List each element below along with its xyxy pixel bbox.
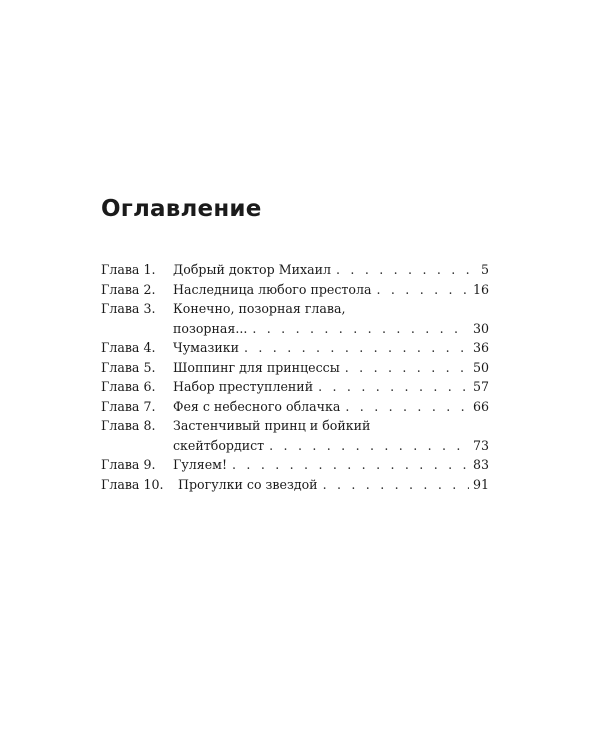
chapter-title: Добрый доктор Михаил <box>173 262 331 277</box>
toc-line <box>101 397 489 417</box>
chapter-title: Набор преступлений <box>173 379 314 394</box>
toc-entry-3 <box>101 299 489 338</box>
chapter-number: Глава 1. <box>101 262 156 277</box>
chapter-title: Застенчивый принц и бойкий <box>173 418 371 433</box>
dot-leader <box>323 475 469 495</box>
toc-line <box>101 377 489 397</box>
page-number: 5 <box>480 262 489 277</box>
toc-line <box>101 338 489 358</box>
dot-leader <box>336 260 471 280</box>
chapter-number: Глава 5. <box>101 359 156 375</box>
page-number: 30 <box>472 320 489 336</box>
chapter-title: Чумазики <box>173 340 239 355</box>
page-number: 91 <box>472 476 489 492</box>
chapter-number: Глава 9. <box>101 457 156 472</box>
chapter-number: Глава 3. <box>101 301 156 316</box>
chapter-number: Глава 4. <box>101 340 156 355</box>
toc-heading: Оглавление <box>101 196 262 222</box>
toc-line <box>101 475 489 495</box>
page-number: 73 <box>472 437 489 453</box>
toc-line <box>101 358 489 378</box>
chapter-number: Глава 10. <box>101 476 164 492</box>
toc-entry-2 <box>101 280 489 300</box>
toc-entry-10 <box>101 475 489 495</box>
chapter-number: Глава 8. <box>101 418 156 433</box>
page-number: 57 <box>472 379 489 394</box>
dot-leader <box>345 397 469 417</box>
table-of-contents <box>101 260 489 494</box>
toc-entry-5 <box>101 358 489 378</box>
page-number: 83 <box>472 457 489 472</box>
toc-line <box>101 455 489 475</box>
toc-line <box>101 260 489 280</box>
toc-line-continued <box>101 319 489 339</box>
dot-leader <box>376 280 468 300</box>
toc-line <box>101 299 489 319</box>
toc-entry-8 <box>101 416 489 455</box>
dot-leader <box>269 436 469 456</box>
toc-entry-4 <box>101 338 489 358</box>
dot-leader <box>345 358 469 378</box>
dot-leader <box>244 338 469 358</box>
dot-leader <box>252 319 469 339</box>
chapter-title: Наследница любого престола <box>173 281 372 297</box>
toc-line-continued <box>101 436 489 456</box>
chapter-title: Конечно, позорная глава, <box>173 301 346 316</box>
chapter-title-continued: скейтбордист <box>173 437 265 453</box>
dot-leader <box>318 377 469 397</box>
page-number: 66 <box>472 398 489 414</box>
chapter-title: Гуляем! <box>173 457 228 472</box>
toc-entry-7 <box>101 397 489 417</box>
toc-entry-9 <box>101 455 489 475</box>
chapter-title: Фея с небесного облачка <box>173 398 341 414</box>
page-number: 16 <box>472 281 489 297</box>
page-number: 50 <box>472 359 489 375</box>
chapter-number: Глава 7. <box>101 398 156 414</box>
toc-entry-1 <box>101 260 489 280</box>
page-number: 36 <box>472 340 489 355</box>
chapter-title: Шоппинг для принцессы <box>173 359 340 375</box>
chapter-number: Глава 6. <box>101 379 156 394</box>
chapter-title-continued: позорная... <box>173 320 248 336</box>
toc-entry-6 <box>101 377 489 397</box>
toc-line <box>101 280 489 300</box>
chapter-number: Глава 2. <box>101 281 156 297</box>
toc-line <box>101 416 489 436</box>
chapter-title: Прогулки со звездой <box>178 476 318 492</box>
dot-leader <box>232 455 469 475</box>
